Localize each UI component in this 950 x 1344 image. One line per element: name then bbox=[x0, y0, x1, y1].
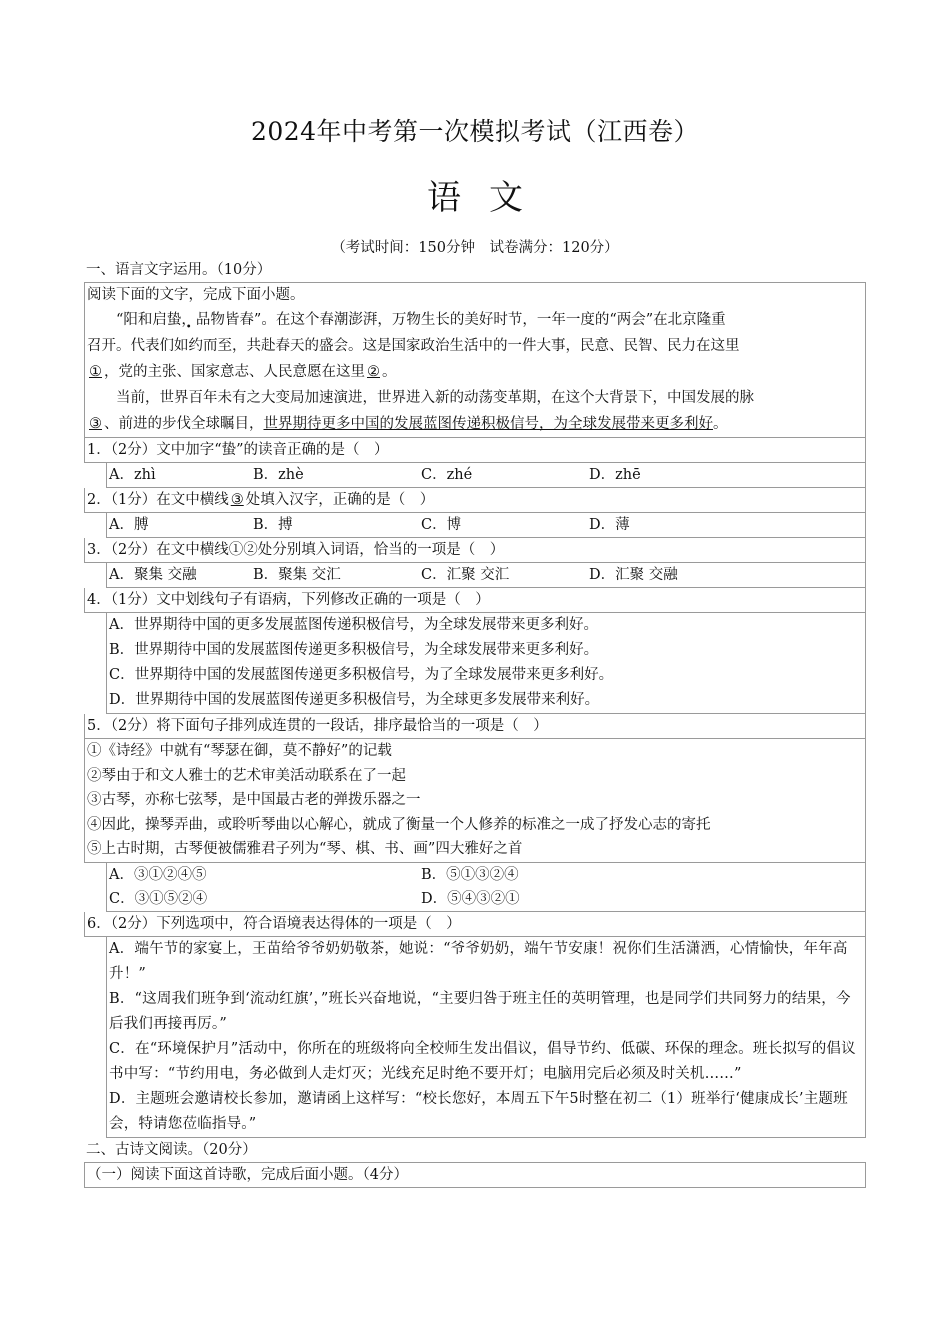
option-c[interactable]: C．③①⑤②④ bbox=[109, 890, 208, 907]
option-c[interactable]: C．zhé bbox=[421, 467, 473, 483]
option-d[interactable]: D．zhē bbox=[589, 467, 641, 483]
exam-title: 2024年中考第一次模拟考试（江西卷） bbox=[250, 117, 700, 146]
option-a[interactable]: A．世界期待中国的更多发展蓝图传递积极信号，为全球发展带来更多利好。 bbox=[109, 617, 598, 633]
passage-instruction: 阅读下面的文字，完成下面小题。 bbox=[87, 287, 305, 303]
sentence-2: ②琴由于和文人雅士的艺术审美活动联系在了一起 bbox=[87, 767, 406, 784]
blank-1: ① bbox=[89, 364, 102, 380]
blank-2: ② bbox=[367, 364, 380, 380]
option-d[interactable]: D．世界期待中国的发展蓝图传递更多积极信号，为全球更多发展带来利好。 bbox=[109, 692, 600, 708]
option-c[interactable]: C．汇聚 交汇 bbox=[421, 567, 510, 583]
option-b[interactable]: B．聚集 交汇 bbox=[253, 567, 341, 583]
option-d[interactable]: D．汇聚 交融 bbox=[589, 567, 678, 583]
question-3: 3．（2分）在文中横线①②处分别填入词语，恰当的一项是（ ） bbox=[84, 538, 866, 563]
option-b[interactable]: B．世界期待中国的发展蓝图传递更多积极信号，为全球发展带来更多利好。 bbox=[109, 642, 599, 658]
section-heading: 二、古诗文阅读。（20分） bbox=[86, 1141, 257, 1158]
passage-line: 召开。代表们如约而至，共赴春天的盛会。这是国家政治生活中的一件大事，民意、民智、民力在这里 bbox=[87, 338, 740, 354]
question-1: 1．（2分）文中加字“蛰”的读音正确的是（ ） bbox=[84, 438, 866, 463]
question-4: 4．（1分）文中划线句子有语病，下列修改正确的一项是（ ） bbox=[84, 588, 866, 613]
option-d[interactable]: D．主题班会邀请校长参加，邀请函上这样写：“校长您好，本周五下午5时整在初二（1）班举行‘健康成长’主题班会，特请您莅临指导。” bbox=[109, 1090, 848, 1132]
passage-line: 当前，世界百年未有之大变局加速演进，世界进入新的动荡变革期，在这个大背景下，中国发展的脉 bbox=[116, 390, 754, 406]
exam-meta: （考试时间：150分钟 试卷满分：120分） bbox=[331, 240, 619, 256]
reading-passage bbox=[84, 282, 866, 438]
option-a[interactable]: A．聚集 交融 bbox=[109, 567, 197, 583]
sentence-3: ③古琴，亦称七弦琴，是中国最古老的弹拨乐器之一 bbox=[87, 792, 421, 808]
question-1-options bbox=[106, 463, 866, 488]
option-a[interactable]: A．膊 bbox=[109, 517, 149, 533]
option-a[interactable]: A．③①②④⑤ bbox=[109, 866, 207, 883]
option-a[interactable]: A．端午节的家宴上，王苗给爷爷奶奶敬茶，她说：“爷爷奶奶，端午节安康！祝你们生活潇洒，心情愉快，年年高升！” bbox=[109, 940, 848, 982]
question-2-options bbox=[106, 513, 866, 538]
exam-content bbox=[84, 258, 866, 1188]
blank-3: ③ bbox=[89, 416, 102, 432]
subsection-heading: （一）阅读下面这首诗歌，完成后面小题。（4分） bbox=[84, 1162, 866, 1188]
question-5-sentences bbox=[84, 739, 866, 863]
option-b[interactable]: B．搏 bbox=[253, 517, 293, 533]
question-5: 5．（2分）将下面句子排列成连贯的一段话，排序最恰当的一项是（ ） bbox=[84, 714, 866, 739]
option-b[interactable]: B．zhè bbox=[253, 467, 304, 483]
passage-line: ③ 、前进的步伐全球瞩目，世界期待更多中国的发展蓝图传递积极信号，为全球发展带来更多利好。 bbox=[89, 416, 728, 432]
question-5-options bbox=[106, 863, 866, 912]
passage-line: “阳和启蛰，品物皆春”。在这个春潮澎湃，万物生长的美好时节，一年一度的“两会”在北京隆重 bbox=[116, 312, 726, 328]
sentence-5: ⑤上古时期，古琴便被儒雅君子列为“琴、棋、书、画”四大雅好之首 bbox=[87, 841, 523, 857]
question-6: 6．（2分）下列选项中，符合语境表达得体的一项是（ ） bbox=[84, 912, 866, 937]
question-4-options bbox=[106, 613, 866, 714]
sentence-1: ①《诗经》中就有“琴瑟在御，莫不静好”的记载 bbox=[87, 743, 392, 759]
option-c[interactable]: C．世界期待中国的发展蓝图传递更多积极信号，为了全球发展带来更多利好。 bbox=[109, 667, 614, 683]
option-c[interactable]: C．博 bbox=[421, 517, 462, 533]
question-6-options bbox=[106, 937, 866, 1138]
question-3-options bbox=[106, 563, 866, 588]
section-heading: 一、语言文字运用。（10分） bbox=[86, 262, 272, 278]
option-b[interactable]: B．“这周我们班争到‘流动红旗’，”班长兴奋地说，“主要归咎于班主任的英明管理，也是同学们共同努力的结果，今后我们再接再厉。” bbox=[109, 990, 851, 1032]
underlined-sentence: 世界期待更多中国的发展蓝图传递积极信号，为全球发展带来更多利好 bbox=[263, 416, 713, 432]
option-a[interactable]: A．zhì bbox=[109, 467, 156, 483]
option-d[interactable]: D．薄 bbox=[589, 517, 630, 533]
dotted-character: 蛰 bbox=[166, 312, 182, 328]
option-d[interactable]: D．⑤④③②① bbox=[421, 890, 520, 907]
option-b[interactable]: B．⑤①③②④ bbox=[421, 866, 519, 883]
question-2: 2．（1分）在文中横线 ③ 处填入汉字，正确的是（ ） bbox=[84, 488, 866, 513]
subject-title: 语文 bbox=[427, 178, 551, 218]
passage-line: ① ，党的主张、国家意志、人民意愿在这里 ② 。 bbox=[89, 364, 397, 380]
sentence-4: ④因此，操琴弄曲，或聆听琴曲以心解心，就成了衡量一个人修养的标准之一成了抒发心志的寄托 bbox=[87, 816, 711, 833]
option-c[interactable]: C．在“环境保护月”活动中，你所在的班级将向全校师生发出倡议，倡导节约、低碳、环保的理念。班长拟写的倡议书中写：“节约用电，务必做到人走灯灭；光线充足时绝不要开灯；电脑用完后必须及时关机……” bbox=[109, 1040, 856, 1082]
